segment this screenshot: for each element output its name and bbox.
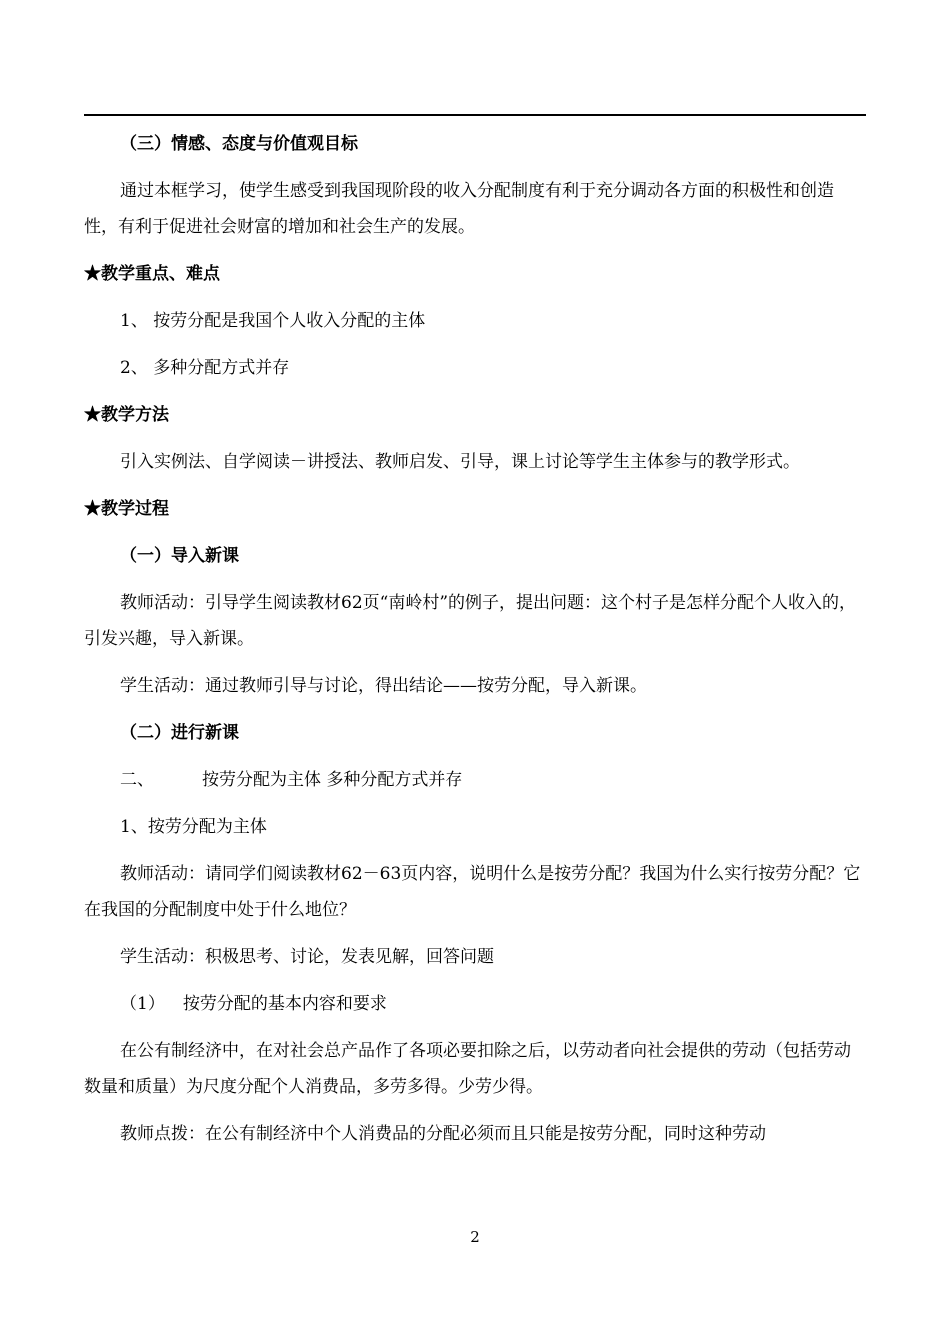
heading-keypoints: ★教学重点、难点 xyxy=(84,264,220,284)
keypoint-item-2 xyxy=(84,350,866,386)
point1-paragraph: 在公有制经济中，在对社会总产品作了各项必要扣除之后，以劳动者向社会提供的劳动（包括劳动数量和质量）为尺度分配个人消费品，多劳多得。少劳少得。 xyxy=(84,1041,851,1097)
intro-teacher-paragraph: 教师活动：引导学生阅读教材62页“南岭村”的例子，提出问题：这个村子是怎样分配个人收入的，引发兴趣，导入新课。 xyxy=(84,593,857,649)
point1-heading xyxy=(84,986,866,1022)
section2-heading xyxy=(84,762,866,798)
keypoint-num: 2、 xyxy=(120,358,148,378)
page-number: 2 xyxy=(470,1228,480,1246)
point1-num: （1） xyxy=(120,994,165,1014)
intro-student-paragraph: 学生活动：通过教师引导与讨论，得出结论——按劳分配，导入新课。 xyxy=(120,676,647,696)
heading-method: ★教学方法 xyxy=(84,405,169,425)
point1-title: 按劳分配的基本内容和要求 xyxy=(182,994,387,1014)
document-body xyxy=(84,126,866,1163)
heading-goal3: （三）情感、态度与价值观目标 xyxy=(120,134,358,154)
keypoint-text: 多种分配方式并存 xyxy=(153,358,290,378)
method-paragraph: 引入实例法、自学阅读－讲授法、教师启发、引导，课上讨论等学生主体参与的教学形式。 xyxy=(120,452,800,472)
sub1-student-paragraph: 学生活动：积极思考、讨论，发表见解，回答问题 xyxy=(120,947,494,967)
heading-new-lesson: （二）进行新课 xyxy=(120,723,239,743)
keypoint-text: 按劳分配是我国个人收入分配的主体 xyxy=(153,311,426,331)
section2-num: 二、 xyxy=(120,770,154,790)
section2-title: 按劳分配为主体 多种分配方式并存 xyxy=(202,770,463,790)
goal3-paragraph: 通过本框学习，使学生感受到我国现阶段的收入分配制度有利于充分调动各方面的积极性和创造性，有利于促进社会财富的增加和社会生产的发展。 xyxy=(84,181,834,237)
teacher-note-paragraph: 教师点拨：在公有制经济中个人消费品的分配必须而且只能是按劳分配，同时这种劳动 xyxy=(120,1124,766,1144)
keypoint-item-1 xyxy=(84,303,866,339)
keypoint-num: 1、 xyxy=(120,311,148,331)
sub1-heading: 1、按劳分配为主体 xyxy=(120,817,267,837)
heading-process: ★教学过程 xyxy=(84,499,169,519)
heading-intro: （一）导入新课 xyxy=(120,546,239,566)
sub1-teacher-paragraph: 教师活动：请同学们阅读教材62－63页内容，说明什么是按劳分配？我国为什么实行按劳分配？它在我国的分配制度中处于什么地位？ xyxy=(84,864,861,920)
header-rule xyxy=(84,114,866,116)
